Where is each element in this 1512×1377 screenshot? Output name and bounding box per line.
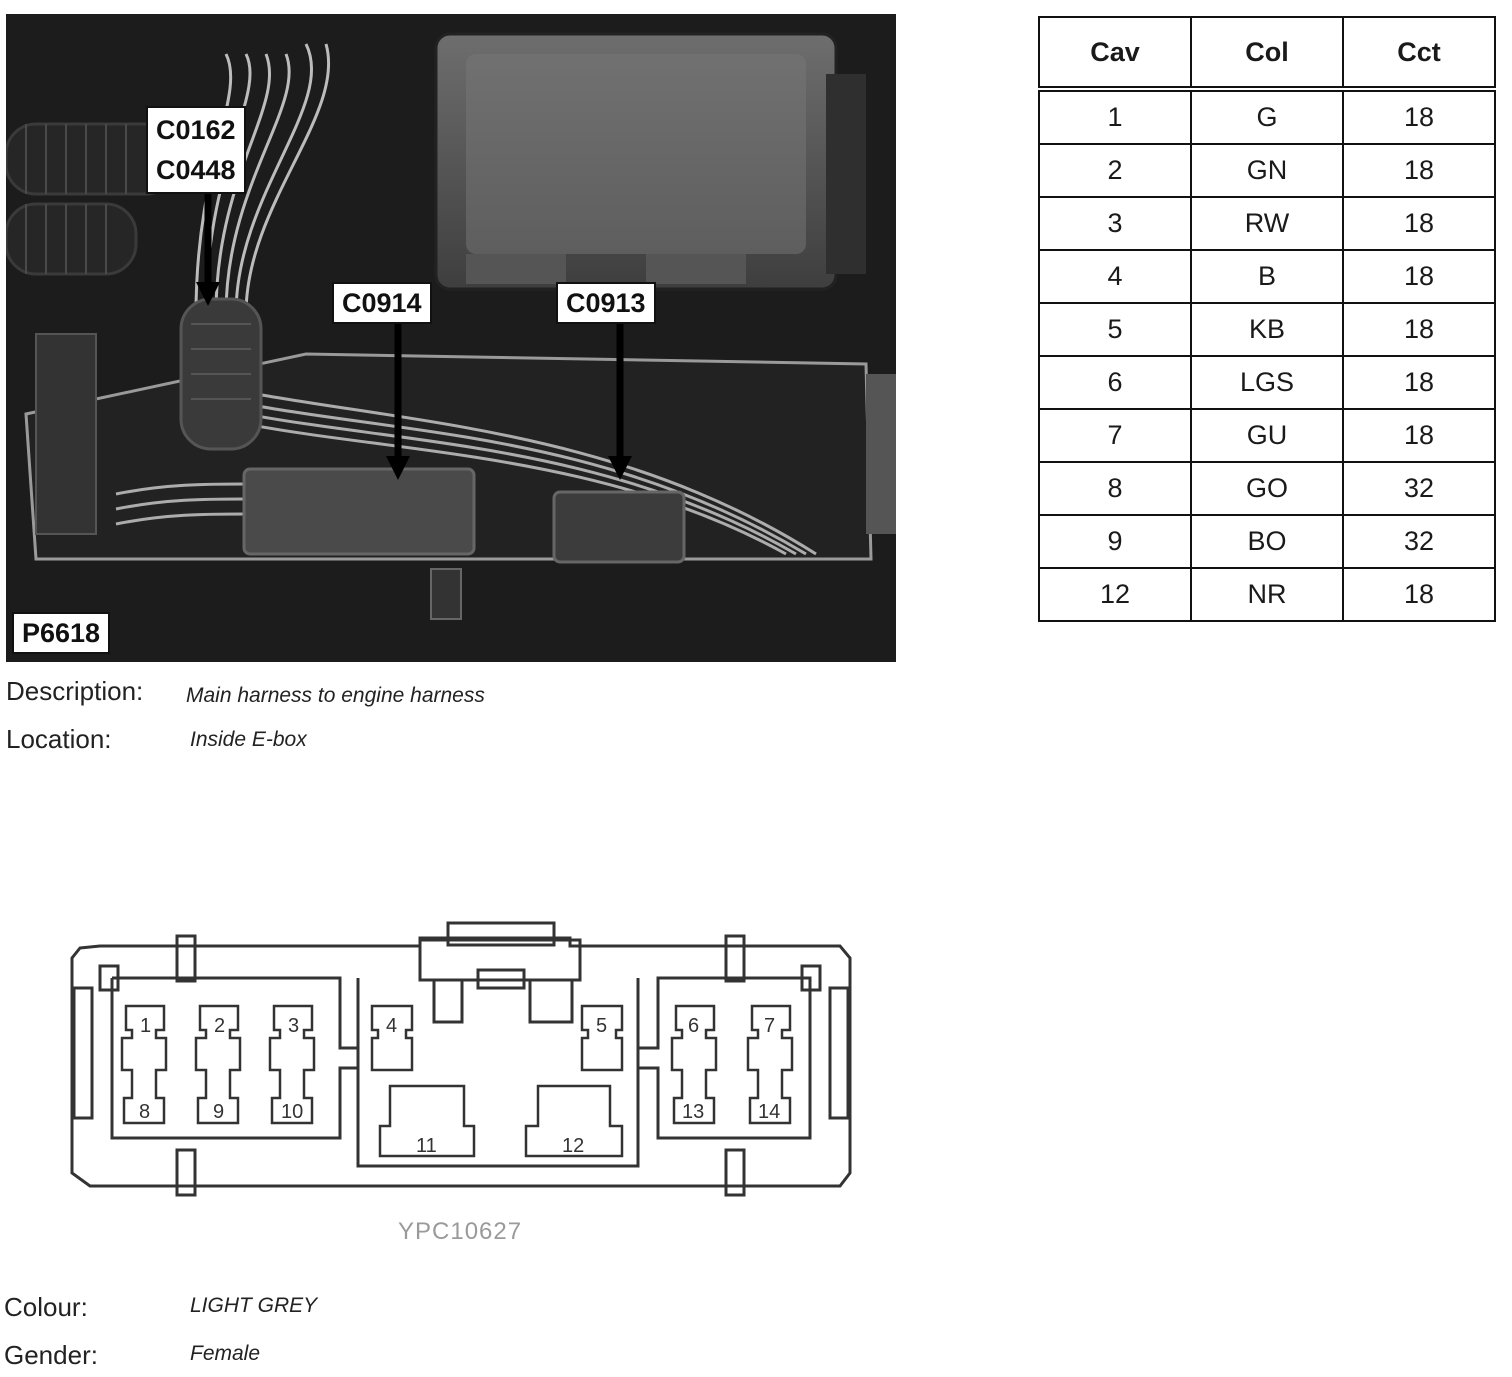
- colour-value: LIGHT GREY: [190, 1294, 318, 1317]
- callout-c0448: C0448: [156, 155, 236, 185]
- description-label: Description:: [6, 676, 144, 706]
- header-col: Col: [1191, 17, 1343, 89]
- cell-cct: 18: [1343, 250, 1495, 303]
- pin-label-5: 5: [596, 1015, 608, 1037]
- cell-col: LGS: [1191, 356, 1343, 409]
- cell-cct: 18: [1343, 144, 1495, 197]
- table-row: [1039, 462, 1495, 515]
- cell-cav: 9: [1039, 515, 1191, 568]
- pin-label-11: 11: [416, 1135, 437, 1157]
- cell-cav: 8: [1039, 462, 1191, 515]
- cell-cct: 18: [1343, 303, 1495, 356]
- header-cct: Cct: [1343, 17, 1495, 89]
- pin-label-12: 12: [562, 1135, 585, 1157]
- cell-cav: 3: [1039, 197, 1191, 250]
- cell-cav: 1: [1039, 89, 1191, 144]
- pin-label-6: 6: [688, 1015, 700, 1037]
- connector-part-code: YPC10627: [398, 1218, 523, 1245]
- cell-col: NR: [1191, 568, 1343, 621]
- table-row: [1039, 197, 1495, 250]
- gender-value: Female: [190, 1342, 261, 1365]
- cell-cct: 18: [1343, 409, 1495, 462]
- cell-col: G: [1191, 89, 1343, 144]
- cell-col: RW: [1191, 197, 1343, 250]
- cell-cct: 18: [1343, 356, 1495, 409]
- cell-col: B: [1191, 250, 1343, 303]
- location-label: Location:: [6, 724, 112, 754]
- cell-cav: 7: [1039, 409, 1191, 462]
- cell-cav: 6: [1039, 356, 1191, 409]
- description-value: Main harness to engine harness: [186, 684, 485, 707]
- engine-bay-photo: [6, 14, 896, 662]
- cell-col: GN: [1191, 144, 1343, 197]
- cell-col: GU: [1191, 409, 1343, 462]
- pin-table: [1038, 16, 1496, 622]
- colour-label: Colour:: [4, 1292, 88, 1322]
- location-value: Inside E-box: [190, 728, 307, 751]
- table-row: [1039, 303, 1495, 356]
- cell-cav: 12: [1039, 568, 1191, 621]
- cell-col: BO: [1191, 515, 1343, 568]
- cell-col: GO: [1191, 462, 1343, 515]
- table-row: [1039, 89, 1495, 144]
- cell-cav: 2: [1039, 144, 1191, 197]
- pin-label-9: 9: [213, 1101, 225, 1123]
- cell-cav: 5: [1039, 303, 1191, 356]
- pin-label-3: 3: [288, 1015, 300, 1037]
- pin-label-8: 8: [139, 1101, 151, 1123]
- pin-label-13: 13: [682, 1101, 705, 1123]
- table-row: [1039, 250, 1495, 303]
- table-row: [1039, 356, 1495, 409]
- figure-id-label: P6618: [12, 612, 110, 654]
- callout-c0914: C0914: [332, 282, 432, 324]
- gender-label: Gender:: [4, 1340, 98, 1370]
- pin-label-2: 2: [214, 1015, 226, 1037]
- callout-c0162: C0162: [156, 115, 236, 145]
- connector-face-diagram: [60, 918, 860, 1203]
- pin-label-1: 1: [140, 1015, 152, 1037]
- cell-cct: 18: [1343, 568, 1495, 621]
- header-cav: Cav: [1039, 17, 1191, 89]
- cell-cct: 32: [1343, 515, 1495, 568]
- table-row: [1039, 568, 1495, 621]
- cell-col: KB: [1191, 303, 1343, 356]
- cell-cav: 4: [1039, 250, 1191, 303]
- cell-cct: 32: [1343, 462, 1495, 515]
- callout-c0162-c0448: [146, 106, 246, 194]
- table-row: [1039, 515, 1495, 568]
- pin-label-10: 10: [281, 1101, 304, 1123]
- table-row: [1039, 144, 1495, 197]
- table-row: [1039, 409, 1495, 462]
- table-header-row: [1039, 17, 1495, 89]
- cell-cct: 18: [1343, 89, 1495, 144]
- cell-cct: 18: [1343, 197, 1495, 250]
- engine-bay-illustration: [6, 14, 896, 662]
- pin-label-14: 14: [758, 1101, 781, 1123]
- pin-label-4: 4: [386, 1015, 398, 1037]
- pin-label-7: 7: [764, 1015, 776, 1037]
- callout-c0913: C0913: [556, 282, 656, 324]
